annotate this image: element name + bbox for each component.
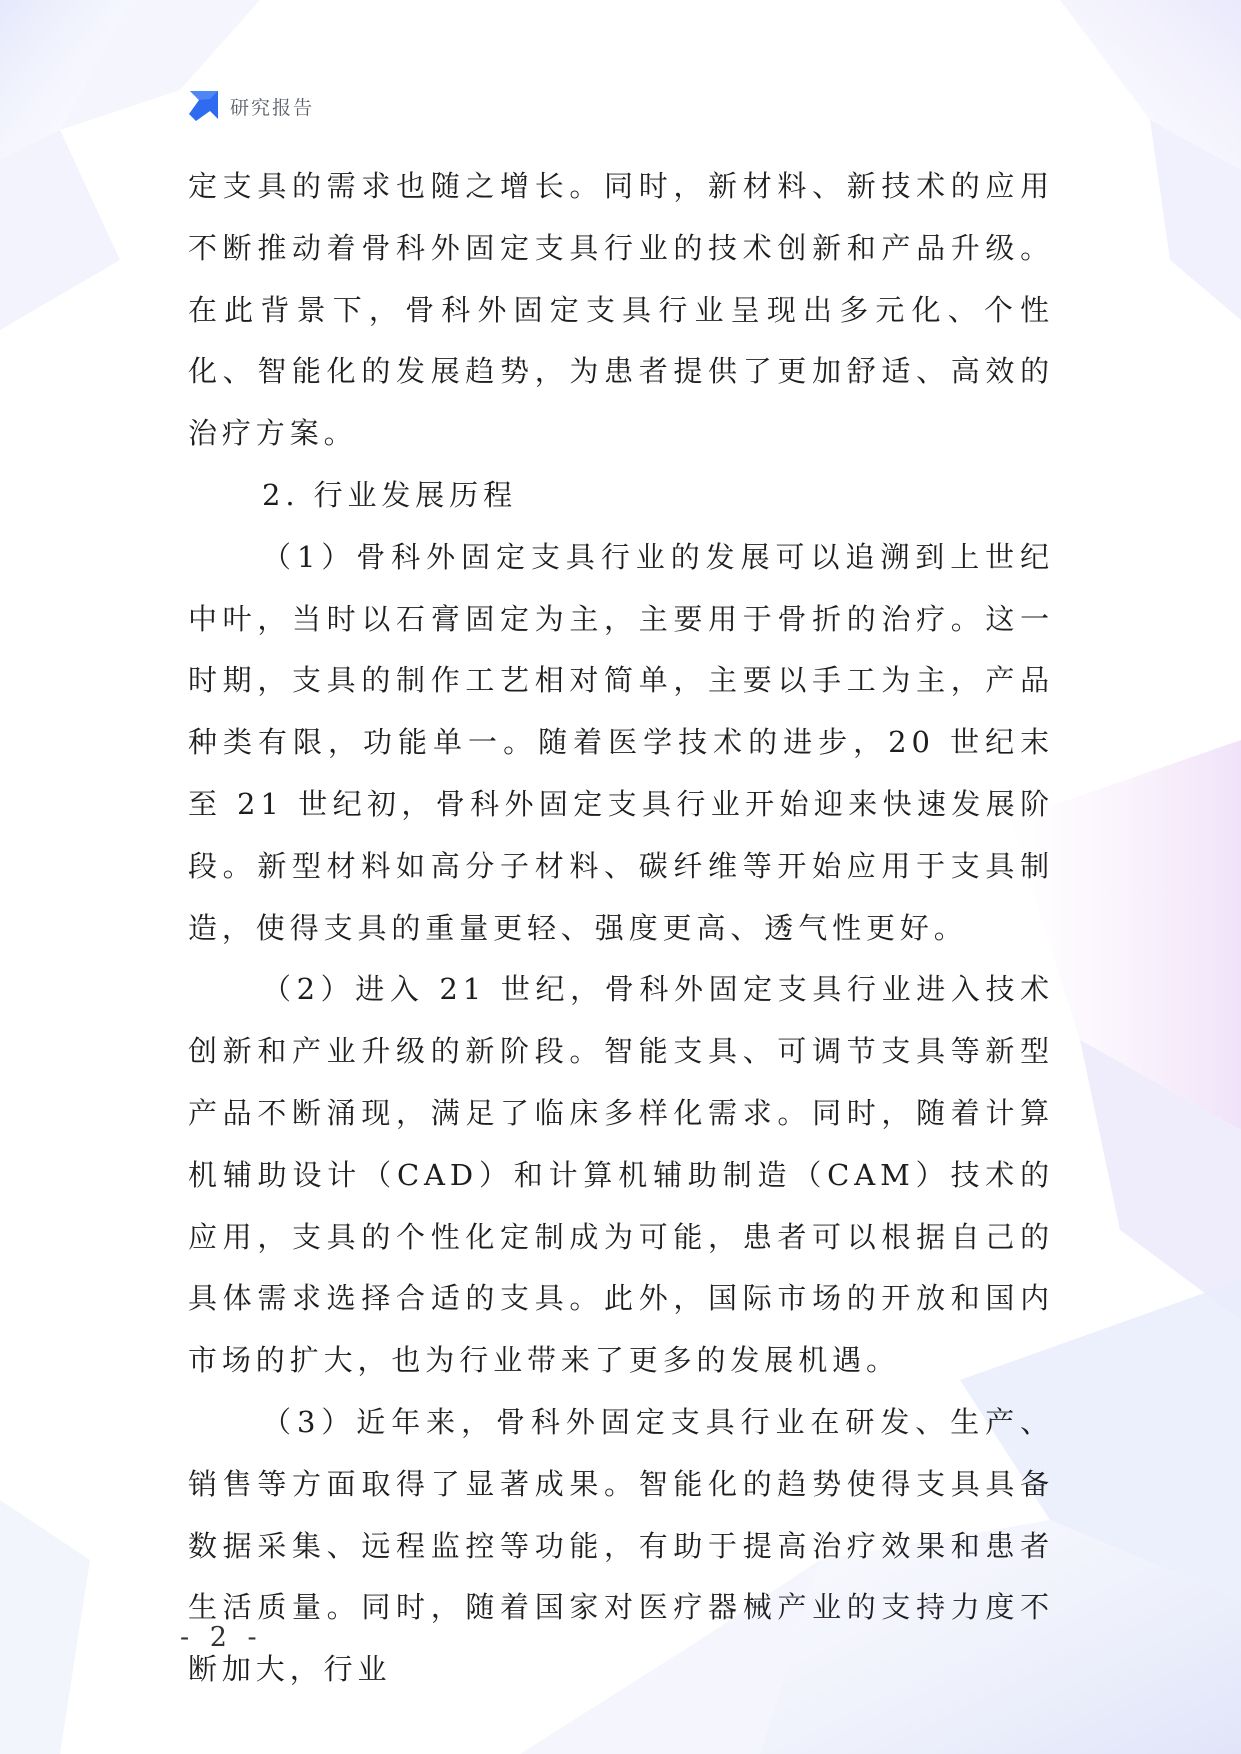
paragraph-continuation: 定支具的需求也随之增长。同时，新材料、新技术的应用不断推动着骨科外固定支具行业的技术创新和产品升级。在此背景下，骨科外固定支具行业呈现出多元化、个性化、智能化的发展趋势，为患者提供了更加舒适、高效的治疗方案。 (188, 169, 1054, 451)
paragraph-item-1: （1）骨科外固定支具行业的发展可以追溯到上世纪中叶，当时以石膏固定为主，主要用于骨折的治疗。这一时期，支具的制作工艺相对简单，主要以手工为主，产品种类有限，功能单一。随着医学技术的进步，20 世纪末至 21 世纪初，骨科外固定支具行业开始迎来快速发展阶段。新型材料如高分子材料、碳纤维等开始应用于支具制造，使得支具的重量更轻、强度更高、透气性更好。 (188, 539, 1054, 945)
paragraph-item-3: （3）近年来，骨科外固定支具行业在研发、生产、销售等方面取得了显著成果。智能化的趋势使得支具具备数据采集、远程监控等功能，有助于提高治疗效果和患者生活质量。同时，随着国家对医疗器械产业的支持力度不断加大，行业 (188, 1404, 1054, 1687)
section-heading: 2. 行业发展历程 (262, 477, 517, 512)
header-title: 研究报告 (230, 96, 315, 119)
paragraph-item-2: （2）进入 21 世纪，骨科外固定支具行业进入技术创新和产业升级的新阶段。智能支具、可调节支具等新型产品不断涌现，满足了临床多样化需求。同时，随着计算机辅助设计（CAD）和计算机辅助制造（CAM）技术的应用，支具的个性化定制成为可能，患者可以根据自己的具体需求选择合适的支具。此外，国际市场的开放和国内市场的扩大，也为行业带来了更多的发展机遇。 (188, 972, 1054, 1378)
document-body (188, 156, 1054, 1701)
arrow-up-right-icon (186, 89, 220, 123)
page-number: - 2 - (180, 1622, 263, 1653)
report-header (186, 88, 314, 124)
